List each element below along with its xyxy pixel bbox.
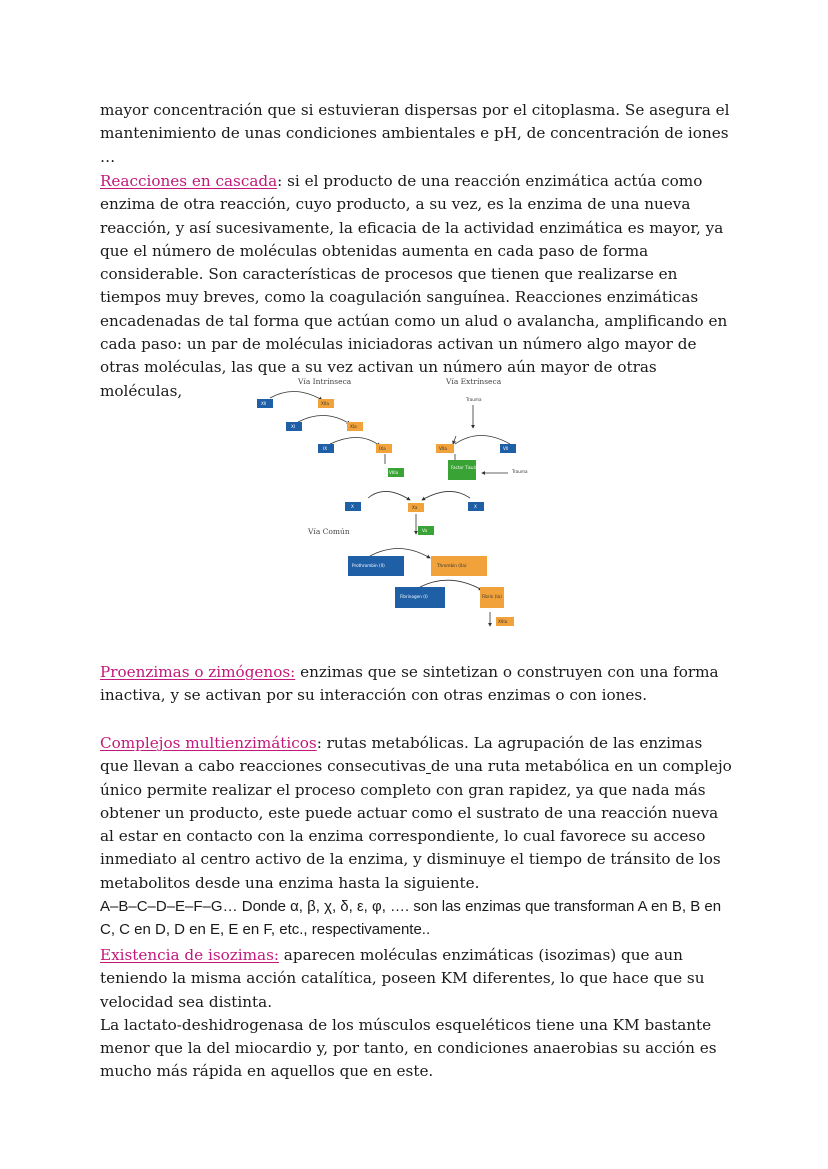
factor-tisular-box xyxy=(448,460,476,480)
factor-ix-label: IX xyxy=(323,446,328,451)
proenzymes-term-link[interactable]: Proenzimas o zimógenos: xyxy=(100,663,296,681)
factor-viia-label: VIIa xyxy=(439,446,447,451)
complexes-sequence-line: A–B–C–D–E–F–G… Donde α, β, χ, δ, ε, φ, …. son las enzimas que transforman A en B, B en C, C en D, D en E, E en F, etc., respectivamente.. xyxy=(100,898,722,939)
proenzymes-paragraph xyxy=(100,661,732,708)
complexes-text-c: de una ruta metabólica en un complejo único permite realizar el proceso completo con gran rapidez, ya que nada más obtener un producto, este puede actuar como el sustrato de una reacción nueva al estar en contacto con la enzima correspondiente, lo cual favorece su acceso inmediato al centro activo de la enzima, y disminuye el tiempo de tránsito de los metabolitos desde una enzima hasta la siguiente. xyxy=(100,757,732,892)
trauma-top-label: Trauma xyxy=(466,397,482,402)
via-intrinseca-label: Vía Intrínseca xyxy=(298,377,352,386)
factor-xa-label: Xa xyxy=(412,505,418,510)
via-extrinseca-label: Vía Extrínseca xyxy=(446,377,502,386)
intro-line-1: mayor concentración que si estuvieran dispersas por el citoplasma. Se asegura el xyxy=(100,101,730,119)
via-comun-label: Vía Común xyxy=(308,527,350,536)
trauma-side-label: Trauma xyxy=(512,469,528,474)
complexes-term-link[interactable]: Complejos multienzimáticos xyxy=(100,734,317,752)
intro-paragraph xyxy=(100,99,732,169)
factor-xiiia-label: XIIIa xyxy=(498,619,508,624)
factor-xii-label: XII xyxy=(261,401,267,406)
intro-line-2: mantenimiento de unas condiciones ambientales e pH, de concentración de iones … xyxy=(100,124,729,166)
factor-viiia-label: VIIIa xyxy=(389,470,399,475)
fibrinogen-label: Fibrinogen (I) xyxy=(400,594,428,599)
cascade-term-link[interactable]: Reacciones en cascada xyxy=(100,172,278,190)
complexes-paragraph xyxy=(100,732,732,942)
coagulation-cascade-diagram xyxy=(250,372,540,634)
isozymes-paragraph xyxy=(100,944,732,1084)
factor-xia-label: XIa xyxy=(350,424,357,429)
factor-xiia-label: XIIa xyxy=(321,401,329,406)
factor-x-left-label: X xyxy=(351,504,354,509)
fibrin-label: Fibrin (Ia) xyxy=(482,594,502,599)
factor-vii-label: VII xyxy=(503,446,509,451)
cascade-paragraph xyxy=(100,170,732,403)
factor-tisular-label: Factor Tisular xyxy=(451,465,480,470)
prothrombin-label: Prothrombin (II) xyxy=(352,563,385,568)
isozymes-term-link[interactable]: Existencia de isozimas: xyxy=(100,946,279,964)
complexes-text-a: : rutas metabólicas. La agrupación de las enzimas que llevan a cabo reacciones consecutivas xyxy=(100,734,703,776)
thrombin-label: Thrombin (IIa) xyxy=(437,563,467,568)
proenzymes-text: enzimas que se sintetizan o construyen con una forma inactiva, y se activan por su interacción con otras enzimas o con iones. xyxy=(100,663,719,705)
factor-va-label: Va xyxy=(422,528,428,533)
isozymes-text: aparecen moléculas enzimáticas (isozimas) que aun teniendo la misma acción catalítica, poseen KM diferentes, lo que hace que su velocidad sea distinta. xyxy=(100,946,705,1011)
factor-ixa-label: IXa xyxy=(379,446,386,451)
cascade-text: : si el producto de una reacción enzimática actúa como enzima de otra reacción, cuyo producto, a su vez, es la enzima de una nueva reacción, y así sucesivamente, la eficacia de la actividad enzimática es mayor, ya que el número de moléculas obtenidas aumenta en cada paso de forma considerable. Son características de procesos que tienen que realizarse en tiempos muy breves, como la coagulación sanguínea. Reacciones enzimáticas encadenadas de tal forma que actúan como un alud o avalancha, amplificando en cada paso: un par de moléculas iniciadoras activan un número algo mayor de otras moléculas, las que a su vez activan un número aún mayor de otras moléculas, xyxy=(100,172,728,400)
factor-xi-label: XI xyxy=(291,424,296,429)
isozymes-text-2: La lactato-deshidrogenasa de los músculos esqueléticos tiene una KM bastante menor que la del miocardio y, por tanto, en condiciones anaerobias su acción es mucho más rápida en aquellos que en este. xyxy=(100,1015,717,1081)
factor-x-right-label: X xyxy=(474,504,477,509)
